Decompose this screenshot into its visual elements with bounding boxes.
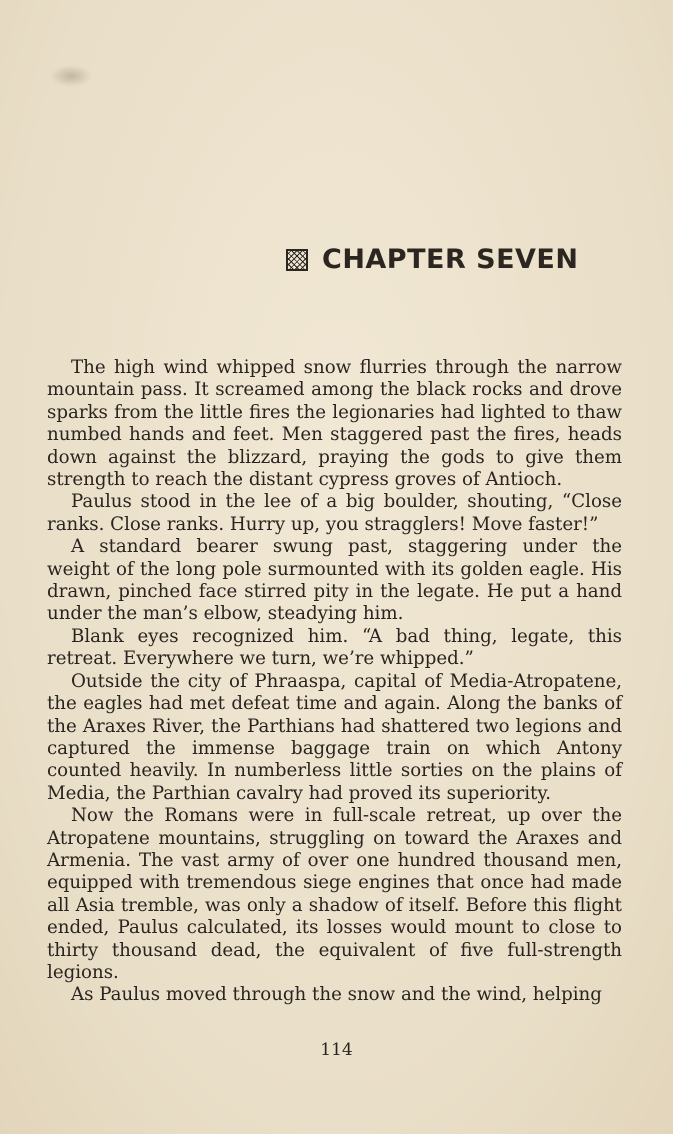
paragraph: Outside the city of Phraaspa, capital of Media-Atropatene, the eagles had met defeat time and again. Along the banks of the Araxes River, the Parthians had shattered two legions and captured the immense baggage train on which Antony counted heavily. In numberless little sorties on the plains of Media, the Parthian cavalry had proved its superiority. [47,670,622,804]
paragraph: Now the Romans were in full-scale retreat, up over the Atropatene mountains, struggling on toward the Araxes and Armenia. The vast army of over one hundred thousand men, equipped with tremendous siege engines that once had made all Asia tremble, was only a shadow of itself. Before this flight ended, Paulus calculated, its losses would mount to close to thirty thousand dead, the equivalent of five full-strength legions. [47,805,622,983]
chapter-title: CHAPTER SEVEN [322,244,579,275]
page-stain [50,65,92,87]
square-ornament-icon [286,249,308,271]
page-number: 114 [320,1040,353,1060]
paragraph: Blank eyes recognized him. “A bad thing, legate, this retreat. Everywhere we turn, we’re whipped.” [47,625,622,670]
paragraph: As Paulus moved through the snow and the wind, helping [71,984,602,1006]
chapter-body [47,357,622,1007]
paragraph: A standard bearer swung past, staggering under the weight of the long pole surmounted with its golden eagle. His drawn, pinched face stirred pity in the legate. He put a hand under the man’s elbow, steadying him. [47,536,622,625]
paragraph: The high wind whipped snow flurries through the narrow mountain pass. It screamed among the black rocks and drove sparks from the little fires the legionaries had lighted to thaw numbed hands and feet. Men staggered past the fires, heads down against the blizzard, praying the gods to give them strength to reach the distant cypress groves of Antioch. [47,357,622,491]
paragraph: Paulus stood in the lee of a big boulder, shouting, “Close ranks. Close ranks. Hurry up, you stragglers! Move faster!” [47,491,622,535]
chapter-heading [286,244,578,275]
